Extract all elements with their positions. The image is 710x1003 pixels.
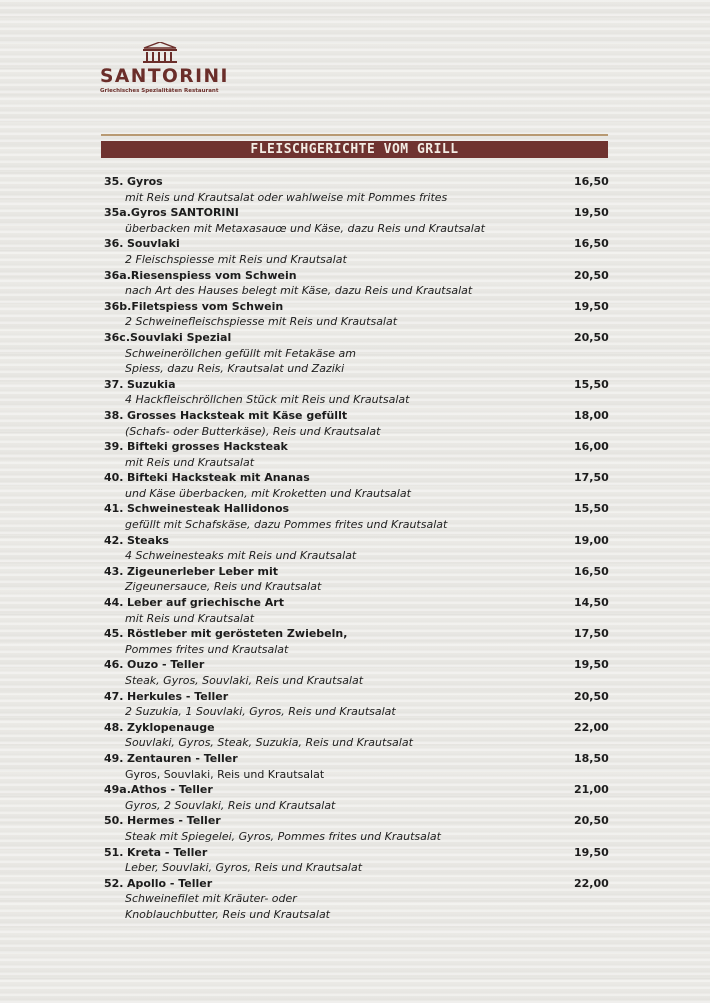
menu-item: [0, 408, 710, 439]
menu-item-header: [0, 330, 710, 346]
menu-item-description: Gyros, Souvlaki, Reis und Krautsalat: [125, 767, 325, 781]
menu-item-description: Pommes frites und Krautsalat: [125, 642, 289, 656]
menu-item-description: Steak, Gyros, Souvlaki, Reis und Krautsalat: [125, 674, 364, 687]
menu-item: [0, 751, 710, 782]
menu-item-number: 35.: [104, 175, 124, 188]
menu-item-header: [0, 876, 710, 892]
menu-item-name: Herkules - Teller: [127, 689, 229, 703]
menu-item-number: 37.: [104, 377, 124, 391]
menu-item-description-line: [0, 392, 710, 408]
menu-item-description: 2 Fleischspiesse mit Reis und Krautsalat: [125, 252, 347, 266]
menu-item: [0, 813, 710, 844]
menu-item-number: 52.: [104, 876, 124, 890]
menu-item-name: Souvlaki: [127, 237, 180, 251]
menu-item-description-line: [0, 735, 710, 751]
menu-item: [0, 533, 710, 564]
menu-item-number: 46.: [104, 658, 124, 672]
menu-item-price: 19,50: [574, 658, 609, 672]
menu-item-name: Bifteki grosses Hacksteak: [127, 440, 288, 454]
menu-item-name: Bifteki Hacksteak mit Ananas: [127, 471, 310, 485]
divider: [101, 134, 608, 136]
menu-item-price: 14,50: [574, 596, 609, 610]
menu-item-header: [0, 299, 710, 315]
menu-item-description: nach Art des Hauses belegt mit Käse, dazu Reis und Krautsalat: [125, 284, 473, 298]
menu-item: [0, 470, 710, 501]
menu-item-price: 20,50: [574, 330, 609, 344]
menu-item-name: Leber auf griechische Art: [127, 596, 284, 610]
menu-item-description: (Schafs- oder Butterkäse), Reis und Krautsalat: [125, 424, 381, 438]
menu-item-number: 45.: [104, 627, 124, 641]
menu-item-name: Steaks: [127, 533, 169, 547]
menu-item-name: Ouzo - Teller: [127, 658, 205, 672]
menu-item: [0, 595, 710, 626]
menu-item-name: Zyklopenauge: [127, 720, 215, 734]
menu-item-name: Kreta - Teller: [127, 845, 208, 859]
menu-item-price: 19,50: [574, 299, 609, 313]
menu-item-price: 22,00: [574, 876, 609, 890]
menu-item-number: 49.: [104, 751, 124, 765]
menu-item-name: Gyros: [127, 175, 163, 188]
menu-item-description: 4 Schweinesteaks mit Reis und Krautsalat: [125, 549, 357, 563]
menu-item-header: [0, 236, 710, 252]
menu-item-description: Schweinefilet mit Kräuter- oder: [125, 892, 297, 906]
menu-item: [0, 439, 710, 470]
menu-list: [0, 174, 710, 923]
menu-item-description: Souvlaki, Gyros, Steak, Suzukia, Reis und Krautsalat: [125, 736, 413, 750]
menu-item-price: 20,50: [574, 814, 609, 828]
menu-item-price: 15,50: [574, 377, 609, 391]
menu-item-price: 19,50: [574, 845, 609, 859]
menu-item: [0, 782, 710, 813]
menu-item-name: 49a.Athos - Teller: [104, 783, 213, 797]
menu-item-description-line: [0, 673, 710, 689]
menu-item: [0, 236, 710, 267]
menu-item-description: Leber, Souvlaki, Gyros, Reis und Krautsalat: [125, 861, 363, 875]
menu-item-description-line: [0, 346, 710, 362]
menu-item-price: 16,50: [574, 237, 609, 251]
menu-item-description-line: [0, 829, 710, 845]
menu-item-description-line: [0, 860, 710, 876]
menu-item-description: gefüllt mit Schafskäse, dazu Pommes frites und Krautsalat: [125, 518, 448, 532]
menu-item-description-line: [0, 517, 710, 533]
menu-item-price: 18,50: [574, 751, 609, 765]
menu-item-header: [0, 533, 710, 549]
menu-item-description: 2 Schweinefleischspiesse mit Reis und Krautsalat: [125, 315, 398, 329]
menu-item-name: Grosses Hacksteak mit Käse gefüllt: [127, 408, 348, 422]
menu-item-description: und Käse überbacken, mit Kroketten und Krautsalat: [125, 486, 411, 500]
menu-item-price: 17,50: [574, 471, 609, 485]
menu-item-number: 48.: [104, 720, 124, 734]
menu-item-header: [0, 470, 710, 486]
menu-item-name: Zentauren - Teller: [127, 751, 238, 765]
menu-item-header: [0, 595, 710, 611]
menu-item-header: [0, 268, 710, 284]
menu-item-description: mit Reis und Krautsalat oder wahlweise mit Pommes frites: [125, 190, 448, 204]
menu-item-description-line: [0, 314, 710, 330]
menu-item-description-line: [0, 642, 710, 658]
menu-item-description-line: [0, 798, 710, 814]
menu-item-number: 43.: [104, 564, 124, 578]
menu-item-description-line: [0, 283, 710, 299]
menu-item-header: [0, 751, 710, 767]
menu-item-price: 21,00: [574, 783, 609, 797]
menu-item-description-line: [0, 767, 710, 783]
menu-item: [0, 299, 710, 330]
menu-item: [0, 657, 710, 688]
brand-subtitle: Griechisches Spezialitäten Restaurant: [100, 88, 219, 94]
menu-item: [0, 268, 710, 299]
menu-item-description-line: [0, 424, 710, 440]
menu-item-price: 19,00: [574, 533, 609, 547]
menu-item-description: Spiess, dazu Reis, Krautsalat und Zaziki: [125, 362, 345, 376]
menu-item-number: 40.: [104, 471, 124, 485]
brand-name: SANTORINI: [100, 65, 229, 87]
menu-item: [0, 626, 710, 657]
menu-item-name: 35a.Gyros SANTORINI: [104, 206, 239, 220]
menu-item-header: [0, 657, 710, 673]
menu-item-description-line: [0, 548, 710, 564]
menu-item-number: 47.: [104, 689, 124, 703]
menu-item-description: 4 Hackfleischröllchen Stück mit Reis und Krautsalat: [125, 393, 410, 407]
menu-item: [0, 720, 710, 751]
menu-item-price: 16,00: [574, 440, 609, 454]
temple-icon: [140, 42, 180, 64]
menu-item-number: 41.: [104, 502, 124, 516]
menu-item-name: Suzukia: [127, 377, 176, 391]
menu-item-description-line: [0, 455, 710, 471]
menu-item-description-line: [0, 190, 710, 206]
menu-item-header: [0, 439, 710, 455]
menu-item-header: [0, 174, 710, 190]
menu-item: [0, 501, 710, 532]
menu-item: [0, 564, 710, 595]
menu-item-price: 20,50: [574, 268, 609, 282]
menu-item-header: [0, 720, 710, 736]
menu-item-name: Apollo - Teller: [127, 876, 213, 890]
menu-item: [0, 377, 710, 408]
menu-item-description-line: [0, 611, 710, 627]
menu-item: [0, 205, 710, 236]
menu-item-name: 36b.Filetspiess vom Schwein: [104, 299, 284, 313]
menu-item-number: 38.: [104, 408, 124, 422]
menu-item-name: 36a.Riesenspiess vom Schwein: [104, 268, 297, 282]
menu-item-header: [0, 408, 710, 424]
menu-item-price: 17,50: [574, 627, 609, 641]
menu-item-description-line: [0, 221, 710, 237]
menu-item: [0, 689, 710, 720]
menu-item-name: Schweinesteak Hallidonos: [127, 502, 290, 516]
menu-item-number: 42.: [104, 533, 124, 547]
menu-item-price: 16,50: [574, 564, 609, 578]
menu-item-number: 39.: [104, 440, 124, 454]
menu-item-description: Zigeunersauce, Reis und Krautsalat: [125, 580, 322, 594]
menu-item-price: 22,00: [574, 720, 609, 734]
menu-item-number: 50.: [104, 814, 124, 828]
menu-item-price: 16,50: [574, 175, 609, 188]
menu-item-number: 51.: [104, 845, 124, 859]
menu-item-number: 36.: [104, 237, 124, 251]
menu-item-description-line: [0, 486, 710, 502]
menu-item: [0, 845, 710, 876]
menu-item-description: mit Reis und Krautsalat: [125, 455, 255, 469]
menu-item: [0, 174, 710, 205]
menu-item-header: [0, 564, 710, 580]
menu-item-header: [0, 845, 710, 861]
restaurant-logo: [100, 42, 230, 94]
menu-item-header: [0, 782, 710, 798]
menu-item-description: Knoblauchbutter, Reis und Krautsalat: [125, 907, 330, 921]
menu-item-description-line: [0, 361, 710, 377]
menu-item-header: [0, 813, 710, 829]
menu-item: [0, 330, 710, 377]
menu-item-description: Steak mit Spiegelei, Gyros, Pommes frites und Krautsalat: [125, 829, 441, 843]
menu-item-header: [0, 501, 710, 517]
menu-item-description-line: [0, 704, 710, 720]
menu-item-price: 15,50: [574, 502, 609, 516]
menu-item-header: [0, 205, 710, 221]
menu-item-header: [0, 377, 710, 393]
menu-item-description: mit Reis und Krautsalat: [125, 611, 255, 625]
menu-item-description-line: [0, 907, 710, 923]
menu-item-header: [0, 626, 710, 642]
menu-item-price: 18,00: [574, 408, 609, 422]
menu-item-description-line: [0, 579, 710, 595]
menu-item-price: 20,50: [574, 689, 609, 703]
menu-item-number: 44.: [104, 596, 124, 610]
menu-item-description: Schweineröllchen gefüllt mit Fetakäse am: [125, 346, 356, 360]
menu-item-header: [0, 689, 710, 705]
menu-item-description-line: [0, 891, 710, 907]
menu-item-description: 2 Suzukia, 1 Souvlaki, Gyros, Reis und Krautsalat: [125, 705, 396, 719]
menu-item-name: 36c.Souvlaki Spezial: [104, 330, 232, 344]
menu-item-description-line: [0, 252, 710, 268]
section-title: FLEISCHGERICHTE VOM GRILL: [101, 141, 608, 158]
menu-item-description: Gyros, 2 Souvlaki, Reis und Krautsalat: [125, 798, 336, 812]
menu-item-name: Hermes - Teller: [127, 814, 221, 828]
menu-item-name: Röstleber mit gerösteten Zwiebeln,: [127, 627, 348, 641]
menu-item-description: überbacken mit Metaxasauœ und Käse, dazu Reis und Krautsalat: [125, 221, 485, 235]
menu-item: [0, 876, 710, 923]
menu-item-price: 19,50: [574, 206, 609, 220]
menu-item-name: Zigeunerleber Leber mit: [127, 564, 278, 578]
